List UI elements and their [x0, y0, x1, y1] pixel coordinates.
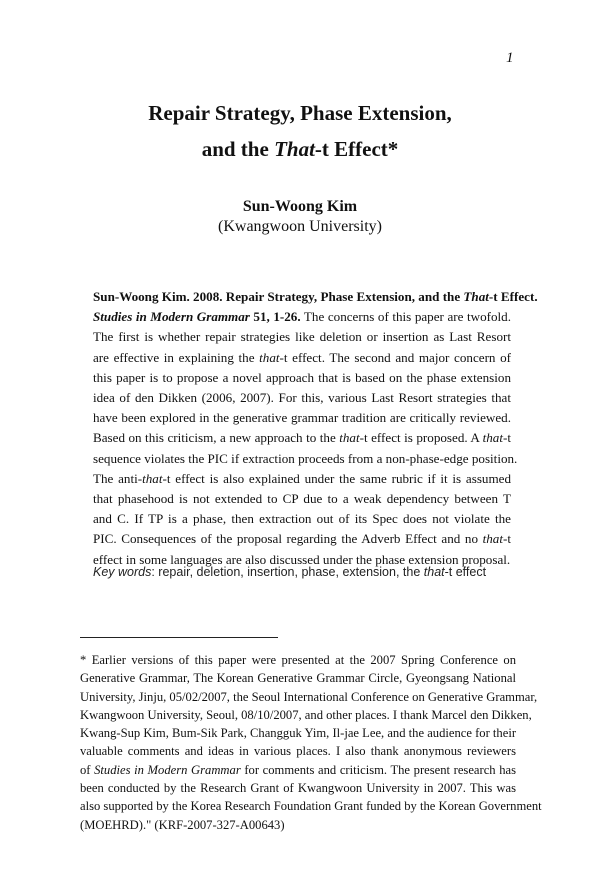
footnote-line-4: Kwangwoon University, Seoul, 08/10/2007, and other places. I thank Marcel den Dikken,: [80, 707, 532, 722]
abstract-line-4-italic: that: [259, 349, 280, 365]
title-italic-that: That: [274, 137, 315, 161]
footnote-line-2: Generative Grammar, The Korean Generative Grammar Circle, Gyeongsang National: [80, 671, 516, 686]
citation-that: That: [463, 289, 489, 304]
page-number: 1: [506, 50, 514, 66]
abstract-line-8-mid: -t effect is proposed. A: [359, 430, 483, 446]
abstract-line-2: [93, 307, 511, 327]
abstract-line-4-pre: are effective in explaining the: [93, 349, 260, 365]
abstract-line-2-rest: The concerns of this paper are twofold.: [300, 309, 511, 325]
abstract-line-8-italic: that: [339, 430, 360, 446]
journal-name: Studies in Modern Grammar: [93, 309, 250, 325]
title-line-2: [0, 131, 600, 167]
footnote-line-7-post: for comments and criticism. The present research has: [240, 762, 516, 777]
citation-title-end: -t Effect.: [488, 289, 538, 304]
abstract-line-13-pre: PIC. Consequences of the proposal regarding the Adverb Effect and no: [93, 531, 483, 547]
footnote-line-8: been conducted by the Research Grant of Kwangwoon University in 2007. This was: [80, 781, 516, 796]
abstract-line-8-post: -t: [503, 430, 511, 446]
footnote-line-5: Kwang-Sup Kim, Bum-Sik Park, Changguk Yim, Il-jae Lee, and the audience for their: [80, 726, 517, 741]
abstract-line-10: [93, 469, 511, 489]
abstract-line-4: [93, 348, 511, 368]
abstract-line-8-italic-2: that: [482, 430, 503, 446]
abstract-line-6: idea of den Dikken (2006, 2007). For this, various Last Resort strategies that: [93, 390, 511, 406]
footnote-divider: [80, 637, 278, 638]
abstract-line-13: [93, 529, 511, 549]
paper-title: [0, 95, 600, 167]
abstract-line-8: [93, 428, 511, 448]
title-line-2-post: -t Effect*: [314, 137, 399, 161]
abstract-line-12: and C. If TP is a phase, then extraction out of its Spec does not violate the: [93, 511, 511, 527]
abstract-line-5: this paper is to propose a novel approach that is based on the phase extension: [93, 369, 511, 385]
abstract: [93, 287, 538, 570]
abstract-line-3: The first is whether repair strategies like deletion or insertion as Last Resort: [93, 329, 511, 345]
abstract-line-13-post: -t: [503, 531, 511, 547]
abstract-line-10-italic: that: [142, 470, 163, 486]
keywords-rest: -t effect: [444, 565, 487, 579]
author-name: Sun-Woong Kim: [242, 198, 358, 215]
footnote-line-7-pre: of: [80, 762, 95, 777]
abstract-line-4-post: -t effect. The second and major concern of: [279, 349, 512, 365]
abstract-line-1: [93, 287, 538, 307]
footnote-line-1: * Earlier versions of this paper were presented at the 2007 Spring Conference on: [80, 653, 516, 667]
volume-pages: 51, 1-26.: [249, 309, 301, 325]
abstract-journal-citation: [93, 309, 301, 324]
title-line-1: Repair Strategy, Phase Extension,: [148, 101, 452, 125]
abstract-line-13-italic: that: [482, 531, 503, 547]
title-line-2-pre: and the: [201, 137, 275, 161]
footnote: [80, 651, 542, 834]
citation-author-year: Sun-Woong Kim. 2008. Repair Strategy, Phase Extension, and the: [93, 289, 464, 304]
keywords-list: : repair, deletion, insertion, phase, extension, the: [151, 565, 424, 579]
keywords-label: Key words: [93, 565, 152, 579]
footnote-journal-name: Studies in Modern Grammar: [94, 762, 241, 777]
abstract-citation: [93, 289, 538, 304]
keywords: [93, 565, 511, 579]
footnote-line-10: (MOEHRD)." (KRF-2007-327-A00643): [80, 817, 285, 832]
abstract-line-11: that phasehood is not extended to CP due to a weak dependency between T: [93, 491, 511, 507]
abstract-line-8-pre: Based on this criticism, a new approach to the: [93, 430, 340, 446]
abstract-line-9: sequence violates the PIC if extraction proceeds from a non-phase-edge position.: [93, 450, 518, 466]
keywords-italic: that: [423, 565, 445, 579]
footnote-line-6: valuable comments and ideas in various places. I also thank anonymous reviewers: [80, 744, 516, 759]
abstract-line-10-pre: The anti-: [93, 470, 143, 486]
abstract-line-10-post: -t effect is also explained under the same rubric if it is assumed: [162, 470, 512, 486]
abstract-line-14: effect in some languages are also discussed under the phase extension proposal.: [93, 551, 511, 567]
footnote-line-9: also supported by the Korea Research Foundation Grant funded by the Korean Government: [80, 799, 542, 814]
abstract-line-7: have been explored in the generative grammar tradition are critically reviewed.: [93, 410, 511, 426]
author-affiliation: (Kwangwoon University): [218, 218, 382, 235]
footnote-line-3: University, Jinju, 05/02/2007, the Seoul International Conference on Generative Grammar,: [80, 689, 538, 704]
footnote-line-7: [80, 761, 516, 779]
